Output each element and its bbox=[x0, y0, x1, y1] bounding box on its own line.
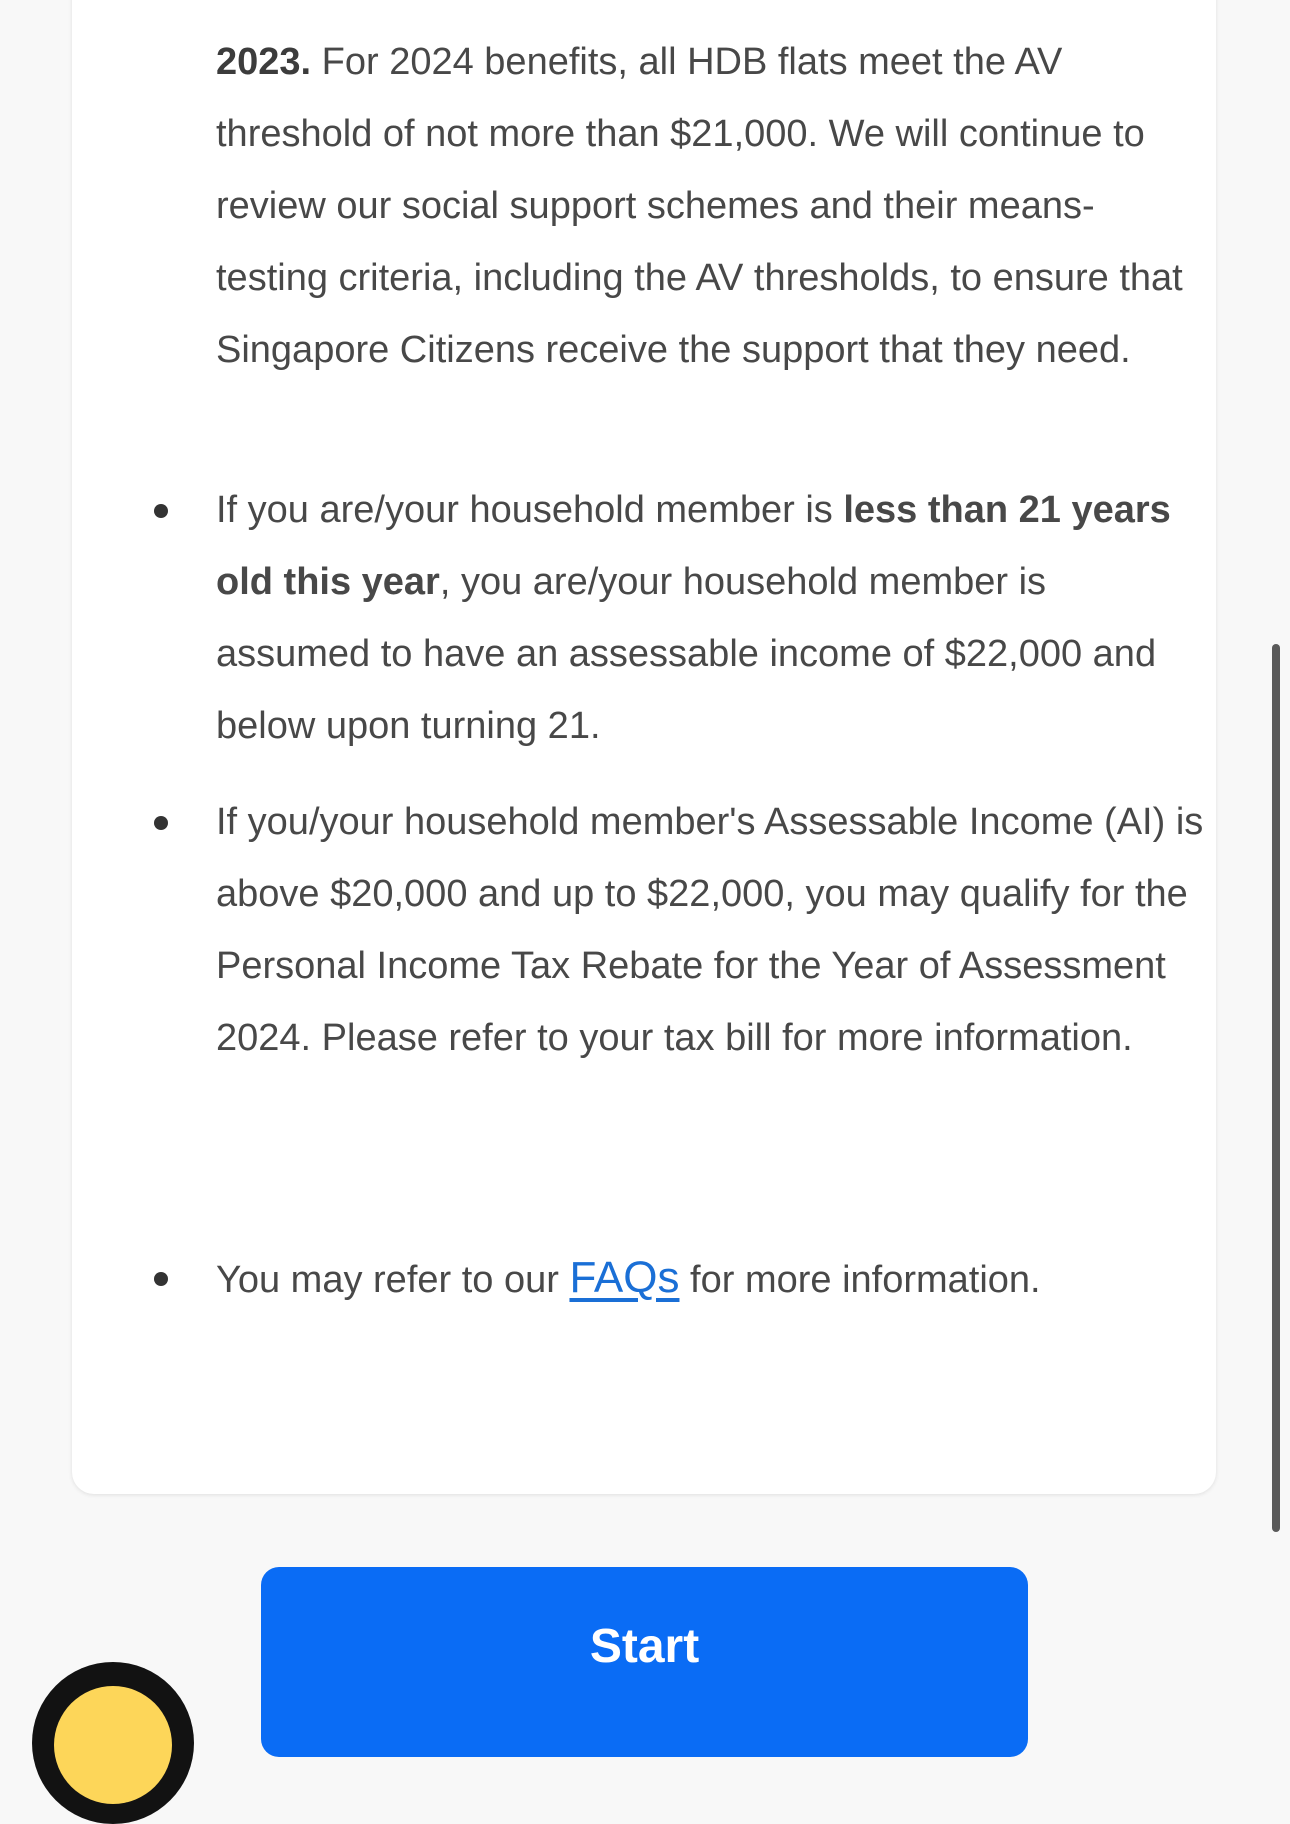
faq-pre: You may refer to our bbox=[216, 1259, 570, 1301]
start-button[interactable] bbox=[261, 1567, 1028, 1757]
av-threshold-paragraph bbox=[216, 26, 1206, 386]
list-item-tax-rebate bbox=[216, 786, 1206, 1074]
start-button-label: Start bbox=[589, 1620, 700, 1673]
list-item-under-21 bbox=[216, 474, 1206, 762]
bullet-dot bbox=[154, 816, 168, 830]
chat-widget-button[interactable] bbox=[32, 1662, 194, 1824]
under21-bold: less than 21 years old this year bbox=[216, 489, 1171, 603]
faq-post: for more information. bbox=[679, 1259, 1041, 1301]
scrollbar-thumb[interactable] bbox=[1272, 644, 1280, 1532]
list-item-faq bbox=[216, 1242, 1206, 1316]
under21-post: , you are/your household member is assumed to have an assessable income of $22,000 and below upon turning 21. bbox=[216, 561, 1157, 747]
chat-assistant-icon bbox=[54, 1686, 172, 1804]
under21-pre: If you are/your household member is bbox=[216, 489, 844, 531]
info-card bbox=[72, 0, 1216, 1494]
bullet-dot bbox=[154, 1272, 168, 1286]
bullet-dot bbox=[154, 504, 168, 518]
faqs-link[interactable]: FAQs bbox=[569, 1253, 680, 1302]
av-threshold-text: For 2024 benefits, all HDB flats meet the AV threshold of not more than $21,000. We will continue to review our social support schemes and their means-testing criteria, including the AV thresholds, to ensure that Singapore Citizens receive the support that they need. bbox=[216, 41, 1183, 371]
tax-rebate-text: If you/your household member's Assessable Income (AI) is above $20,000 and up to $22,000, you may qualify for the Personal Income Tax Rebate for the Year of Assessment 2024. Please refer to your tax bill for more information. bbox=[216, 801, 1204, 1059]
year-bold: 2023. bbox=[216, 41, 312, 83]
